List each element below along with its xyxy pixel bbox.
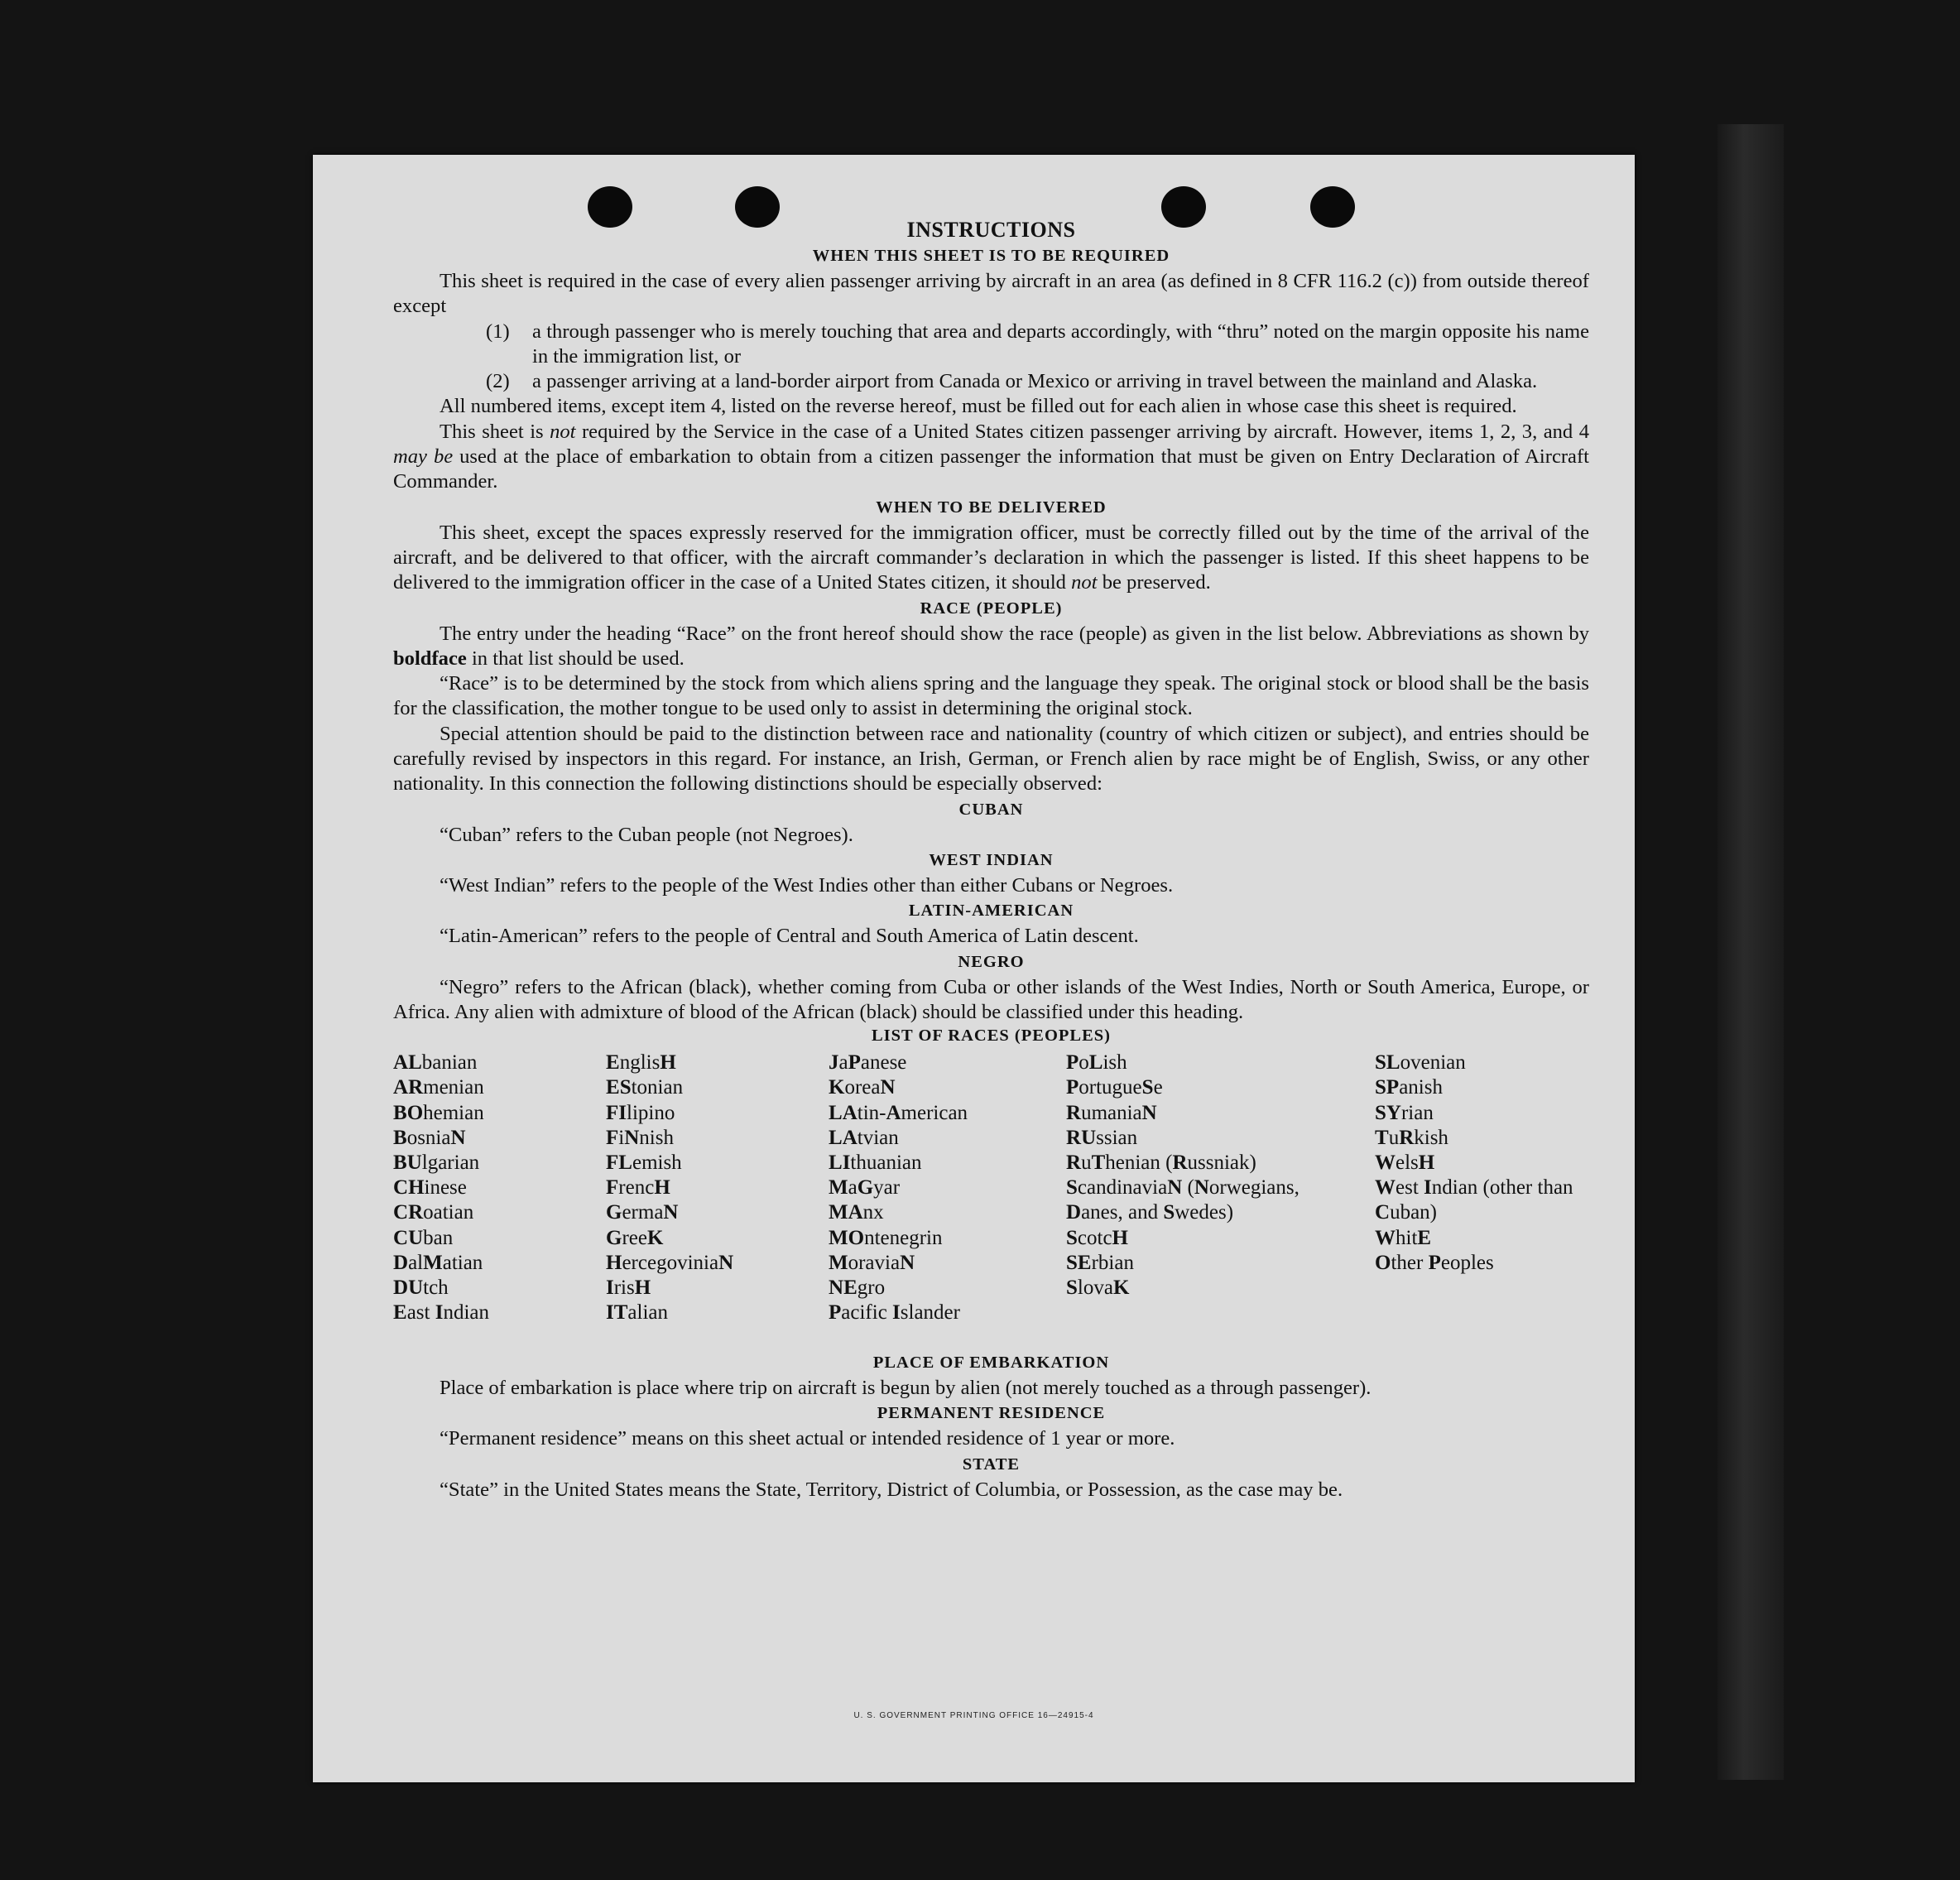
race-entry: MaGyar xyxy=(829,1176,901,1200)
text-run: This sheet, except the spaces expressly reserved for the immigration officer, must be correctly filled out by the time of the arrival of the aircraft, and be delivered to that officer, with the aircraft commander’s declaration in which the passenger is listed. If this sheet happens to be delivered to the immigration officer in the case of a United States citizen, it should xyxy=(393,521,1589,594)
race-entry: CRoatian xyxy=(393,1201,474,1224)
paragraph xyxy=(393,521,1589,596)
list-item-text: a through passenger who is merely touching that area and departs accordingly, with “thru” noted on the margin opposite his name in the immigration list, or xyxy=(532,320,1589,368)
section-heading-west-indian: WEST INDIAN xyxy=(929,850,1054,869)
race-entry: CUban xyxy=(393,1226,454,1249)
race-entry: DUtch xyxy=(393,1276,449,1299)
race-entry: IrisH xyxy=(606,1276,651,1299)
paragraph: Special attention should be paid to the distinction between race and nationality (country of which citizen or subject), and entries should be carefully revised by inspectors in this regard. For instance, an Irish, German, or French alien by race might be of English, Swiss, or any other nationality. In this connection the following distinctions should be especially observed: xyxy=(393,722,1589,796)
text-run-italic: may be xyxy=(393,445,454,469)
race-entry: RuThenian (Russniak) xyxy=(1066,1151,1256,1174)
section-heading-when-delivered: WHEN TO BE DELIVERED xyxy=(876,498,1107,517)
section-heading-negro: NEGRO xyxy=(958,952,1025,971)
race-entry: PortugueSe xyxy=(1066,1076,1163,1099)
race-entry: ScotcH xyxy=(1066,1226,1128,1249)
race-entry: JaPanese xyxy=(829,1051,907,1075)
text-run: used at the place of embarkation to obtain from a citizen passenger the information that must be given on Entry Declaration of Aircraft Commander. xyxy=(393,445,1589,493)
paragraph: Place of embarkation is place where trip on aircraft is begun by alien (not merely touched as a through passenger). xyxy=(440,1377,1372,1400)
race-entry: MoraviaN xyxy=(829,1251,915,1274)
paragraph: “Latin-American” refers to the people of Central and South America of Latin descent. xyxy=(440,925,1139,948)
text-run: required by the Service in the case of a United States citizen passenger arriving by aircraft. However, items 1, 2, 3, and 4 xyxy=(575,420,1589,443)
document-page xyxy=(313,155,1635,1782)
race-entry: RUssian xyxy=(1066,1126,1138,1149)
paragraph: “Cuban” refers to the Cuban people (not Negroes). xyxy=(440,823,853,846)
race-entry: ARmenian xyxy=(393,1076,484,1099)
text-run: be preserved. xyxy=(1097,571,1211,594)
paragraph: This sheet is required in the case of every alien passenger arriving by aircraft in an area (as defined in 8 CFR 116.2 (c)) from outside thereof except xyxy=(393,270,1589,318)
race-entry: EnglisH xyxy=(606,1051,676,1075)
race-entry: KoreaN xyxy=(829,1076,896,1099)
race-entry: WhitE xyxy=(1375,1226,1432,1249)
printer-imprint: U. S. GOVERNMENT PRINTING OFFICE 16—24915-4 xyxy=(853,1711,1094,1720)
race-entry: FiNnish xyxy=(606,1126,674,1149)
text-run-italic: not xyxy=(1071,571,1098,594)
section-heading-when-required: WHEN THIS SHEET IS TO BE REQUIRED xyxy=(812,247,1170,265)
race-entry: GermaN xyxy=(606,1201,679,1224)
race-list xyxy=(393,1051,1589,1350)
race-entry: East Indian xyxy=(393,1301,489,1325)
list-item-number: (2) xyxy=(486,370,510,393)
race-entry: ScandinaviaN (Norwegians, Danes, and Swedes) xyxy=(1066,1176,1299,1224)
race-column xyxy=(829,1051,968,1325)
race-entry: DalMatian xyxy=(393,1251,483,1274)
list-item-text: a passenger arriving at a land-border airport from Canada or Mexico or arriving in travel between the mainland and Alaska. xyxy=(532,370,1538,393)
paragraph: All numbered items, except item 4, listed on the reverse hereof, must be filled out for each alien in whose case this sheet is required. xyxy=(440,395,1517,418)
race-entry: RumaniaN xyxy=(1066,1101,1157,1124)
race-column xyxy=(393,1051,489,1325)
race-entry: SlovaK xyxy=(1066,1276,1130,1299)
race-entry: CHinese xyxy=(393,1176,467,1200)
race-entry: FrencH xyxy=(606,1176,670,1200)
paragraph: “Permanent residence” means on this sheet actual or intended residence of 1 year or more. xyxy=(440,1427,1175,1450)
text-run-bold: boldface xyxy=(393,647,467,670)
race-entry: GreeK xyxy=(606,1226,664,1249)
race-entry: Pacific Islander xyxy=(829,1301,960,1325)
race-column xyxy=(1066,1051,1306,1301)
list-item-number: (1) xyxy=(486,320,510,343)
race-entry: LAtin-American xyxy=(829,1101,968,1124)
instructions-body xyxy=(393,217,1589,1503)
race-entry: WelsH xyxy=(1375,1151,1435,1174)
section-heading-state: STATE xyxy=(962,1454,1021,1474)
race-entry: PoLish xyxy=(1066,1051,1127,1075)
race-entry: SErbian xyxy=(1066,1251,1134,1274)
paragraph: “State” in the United States means the State, Territory, District of Columbia, or Possession, as the case may be. xyxy=(440,1478,1343,1501)
race-entry: West Indian (other than Cuban) xyxy=(1375,1176,1573,1224)
text-run: The entry under the heading “Race” on the front hereof should show the race (people) as given in the list below. Abbreviations as shown by xyxy=(440,622,1589,645)
race-entry: MAnx xyxy=(829,1201,884,1224)
section-heading-race: RACE (PEOPLE) xyxy=(920,599,1063,618)
section-heading-embarkation: PLACE OF EMBARKATION xyxy=(872,1354,1110,1373)
text-run-italic: not xyxy=(550,420,576,443)
race-entry: ITalian xyxy=(606,1301,669,1325)
text-run: in that list should be used. xyxy=(466,647,685,670)
scan-background-edge xyxy=(1717,124,1784,1780)
paragraph xyxy=(393,622,1589,672)
race-entry: EStonian xyxy=(606,1076,684,1099)
paragraph xyxy=(393,420,1589,495)
race-entry: BosniaN xyxy=(393,1126,466,1149)
list-item xyxy=(486,369,1589,394)
page-title: INSTRUCTIONS xyxy=(906,218,1076,242)
race-entry: ALbanian xyxy=(393,1051,478,1075)
race-entry: LIthuanian xyxy=(829,1151,922,1174)
paragraph: “West Indian” refers to the people of the West Indies other than either Cubans or Negroes. xyxy=(440,873,1174,897)
section-heading-permanent-residence: PERMANENT RESIDENCE xyxy=(877,1404,1106,1423)
race-entry: NEgro xyxy=(829,1276,886,1299)
race-entry: FIlipino xyxy=(606,1101,675,1124)
paragraph: “Negro” refers to the African (black), whether coming from Cuba or other islands of the West Indies, North or South America, Europe, or Africa. Any alien with admixture of blood of the African (black) should be classified under this heading. xyxy=(393,975,1589,1023)
race-entry: SYrian xyxy=(1375,1101,1434,1124)
race-entry: BOhemian xyxy=(393,1101,484,1124)
list-item xyxy=(486,320,1589,370)
section-heading-list-of-races: LIST OF RACES (PEOPLES) xyxy=(872,1027,1111,1046)
race-entry: BUlgarian xyxy=(393,1151,480,1174)
race-entry: FLemish xyxy=(606,1151,682,1174)
paragraph: “Race” is to be determined by the stock from which aliens spring and the language they speak. The original stock or blood shall be the basis for the classification, the mother tongue to be used only to assist in determining the original stock. xyxy=(393,672,1589,720)
race-entry: LAtvian xyxy=(829,1126,899,1149)
race-column xyxy=(1375,1051,1590,1276)
section-heading-latin-american: LATIN-AMERICAN xyxy=(908,902,1074,921)
race-entry: MOntenegrin xyxy=(829,1226,943,1249)
race-column xyxy=(606,1051,733,1325)
section-heading-cuban: CUBAN xyxy=(958,800,1024,819)
race-entry: SLovenian xyxy=(1375,1051,1466,1075)
text-run: This sheet is xyxy=(440,420,550,443)
race-entry: TuRkish xyxy=(1375,1126,1448,1149)
race-entry: HercegoviniaN xyxy=(606,1251,734,1274)
race-entry: Other Peoples xyxy=(1375,1251,1494,1274)
race-entry: SPanish xyxy=(1375,1076,1443,1099)
